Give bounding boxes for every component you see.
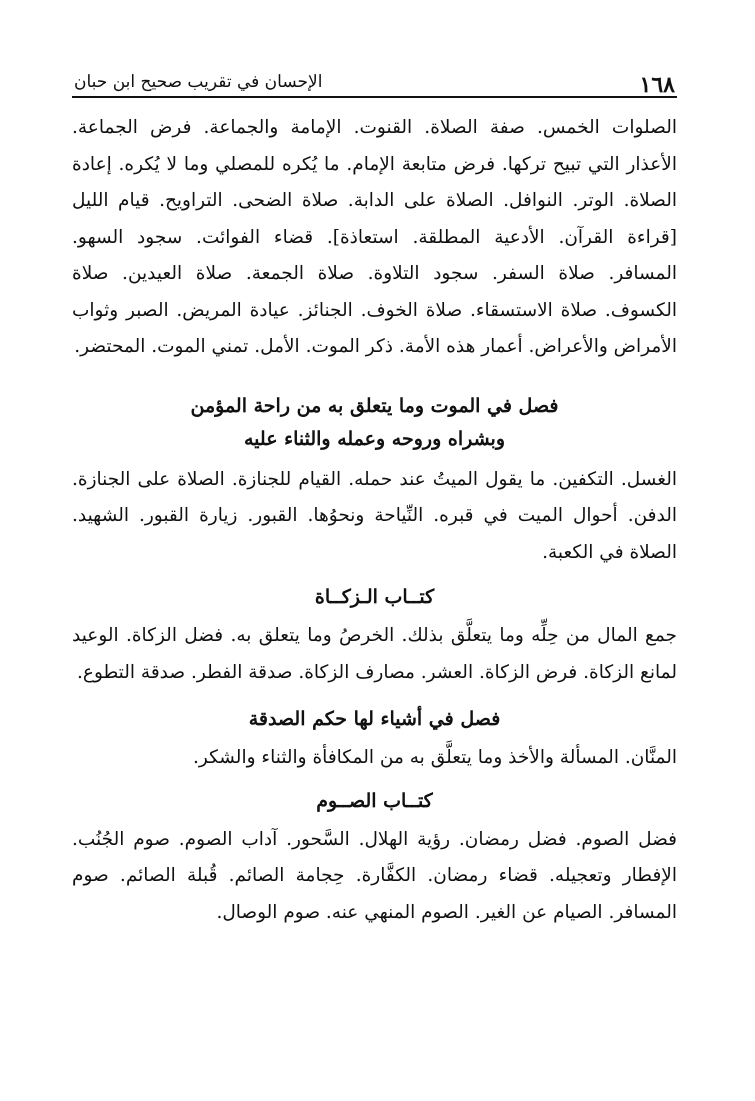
section-heading-death-line2: وبشراه وروحه وعمله والثناء عليه xyxy=(244,427,505,450)
chapter-heading-sawm: كتــاب الصــوم xyxy=(316,789,433,812)
section-heading-death-line1: فصل في الموت وما يتعلق به من راحة المؤمن xyxy=(190,394,559,417)
section-heading-sadaqa: فصل في أشياء لها حكم الصدقة xyxy=(248,708,501,730)
paragraph-death-topics: الغسل. التكفين. ما يقول الميتُ عند حمله. القيام للجنازة. الصلاة على الجنازة. الدفن. أحوال الميت في قبره. النِّياحة ونحوُها. القبور. زيارة القبور. الشهيد. الصلاة في الكعبة. xyxy=(72,468,677,563)
paragraph-salat-topics: الصلوات الخمس. صفة الصلاة. القنوت. الإمامة والجماعة. فرض الجماعة. الأعذار التي تبيح تركها. فرض متابعة الإمام. ما يُكره للمصلي وما لا يُكره. إعادة الصلاة. الوتر. النوافل. الصلاة على الدابة. صلاة الضحى. التراويح. قيام الليل [قراءة القرآن. الأدعية المطلقة. استعاذة]. قضاء الفوائت. سجود السهو. المسافر. صلاة السفر. سجود التلاوة. صلاة الجمعة. صلاة العيدين. صلاة الكسوف. صلاة الاستسقاء. صلاة الخوف. الجنائز. عيادة المريض. الصبر وثواب الأمراض والأعراض. أعمار هذه الأمة. ذكر الموت. الأمل. تمني الموت. المحتضر. xyxy=(72,117,677,357)
book-page xyxy=(72,60,677,931)
running-header xyxy=(72,60,677,98)
page-number: ١٦٨ xyxy=(639,72,675,98)
chapter-heading-zakat: كتــاب الـزكــاة xyxy=(314,586,435,608)
paragraph-sadaqa-topics: المنَّان. المسألة والأخذ وما يتعلَّق به من المكافأة والثناء والشكر. xyxy=(193,747,677,768)
section-heading-death xyxy=(72,390,677,456)
paragraph-zakat-topics: جمع المال من حِلِّه وما يتعلَّق بذلك. الخرصُ وما يتعلق به. فضل الزكاة. الوعيد لمانع الزكاة. فرض الزكاة. العشر. مصارف الزكاة. صدقة الفطر. صدقة التطوع. xyxy=(72,625,677,683)
book-title: الإحسان في تقريب صحيح ابن حبان xyxy=(74,72,323,92)
paragraph-sawm-topics: فضل الصوم. فضل رمضان. رؤية الهلال. السَّحور. آداب الصوم. صوم الجُنُب. الإفطار وتعجيله. قضاء رمضان. الكفَّارة. حِجامة الصائم. قُبلة الصائم. صوم المسافر. الصيام عن الغير. الصوم المنهي عنه. صوم الوصال. xyxy=(72,828,677,923)
